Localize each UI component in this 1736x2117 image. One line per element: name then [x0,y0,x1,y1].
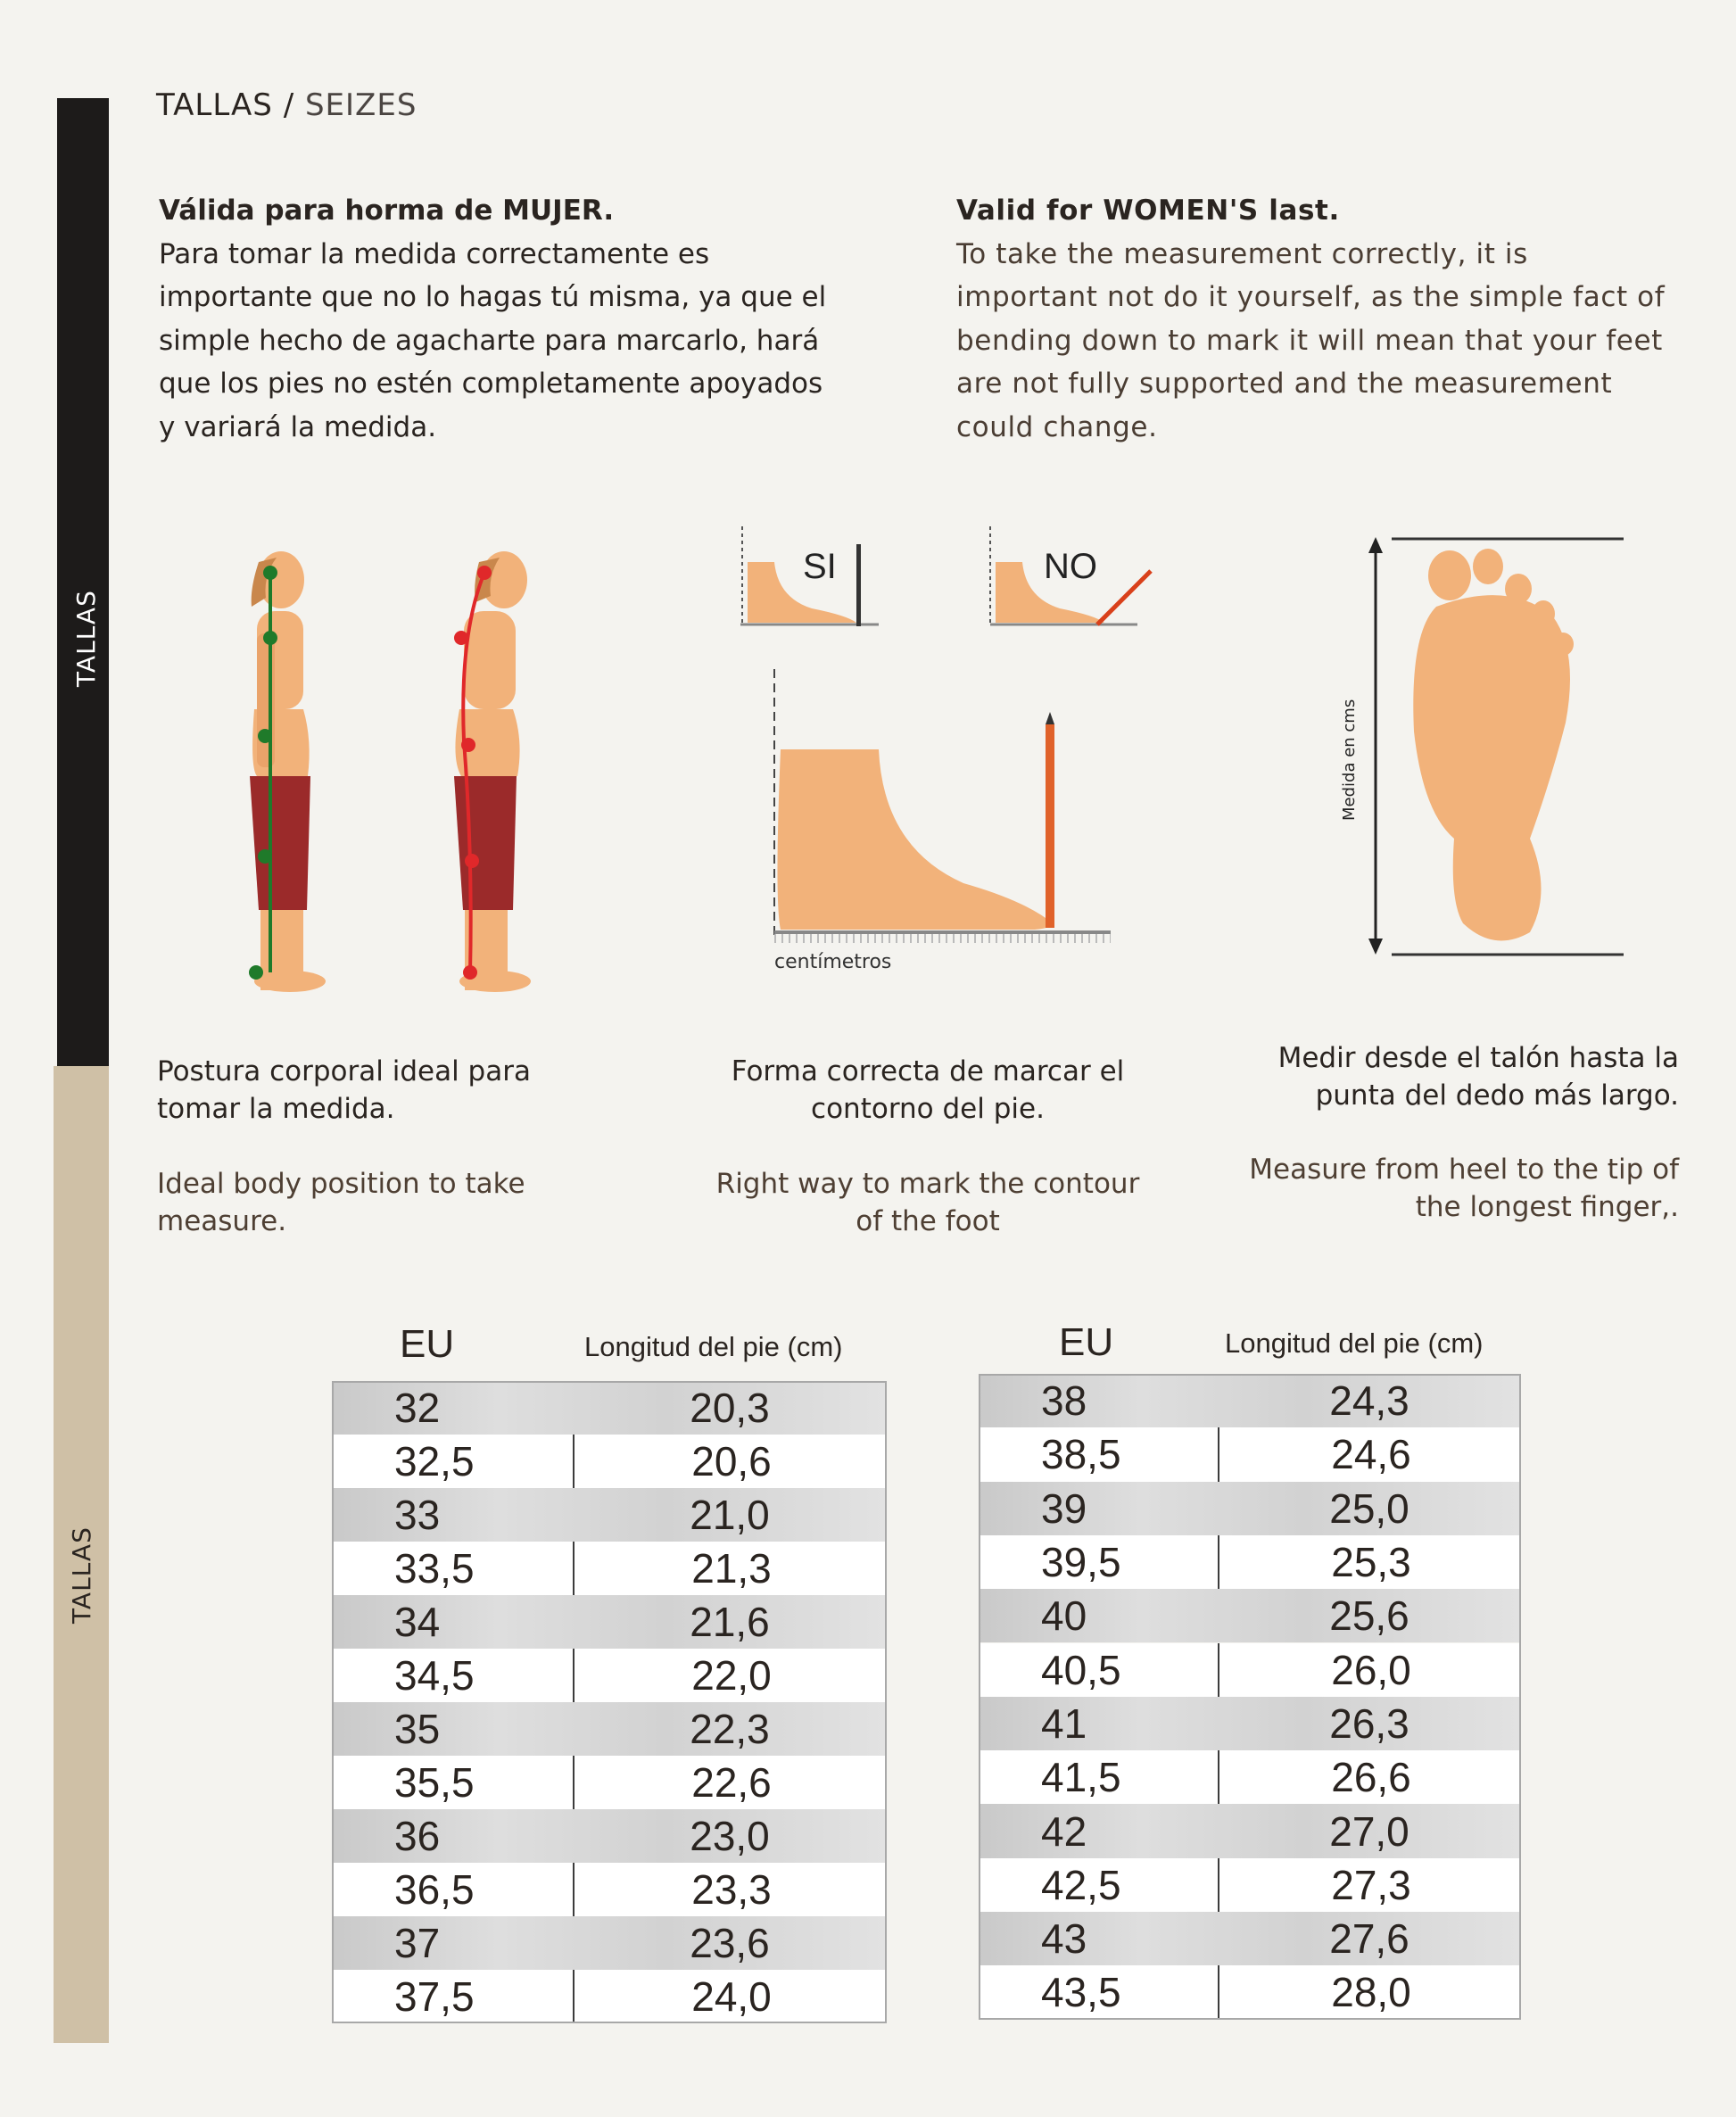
foot-length-cell: 23,3 [573,1863,889,1916]
table-row [979,1697,1521,1750]
eu-size-cell: 32 [394,1385,441,1431]
ruler-foot-example [774,669,1111,973]
caption-line: Postura corporal ideal para [157,1055,531,1087]
page-title [156,87,417,123]
caption-measure-es [1186,1039,1679,1114]
foot-length-cell: 24,3 [1329,1377,1409,1425]
eu-size-cell: 35,5 [394,1759,475,1806]
table-row [332,1809,887,1863]
eu-size-cell: 34 [394,1599,441,1645]
table-row [332,1542,887,1595]
eu-size-cell: 37 [394,1920,441,1966]
intro-en-line: are not fully supported and the measurement [956,368,1613,400]
caption-line: Medir desde el talón hasta la [1277,1042,1679,1074]
table-row [979,1535,1521,1589]
table-row [332,1595,887,1649]
foot-length-cell: 23,0 [690,1813,770,1859]
eu-size-cell: 34,5 [394,1652,475,1699]
caption-line: measure. [157,1205,287,1237]
table-row [979,1750,1521,1804]
eu-size-cell: 36 [394,1813,441,1859]
eu-size-cell: 39,5 [1041,1539,1121,1586]
foot-length-cell: 21,3 [573,1542,889,1595]
spine-dark-band [57,98,109,1066]
eu-size-cell: 36,5 [394,1866,475,1913]
eu-size-cell: 39 [1041,1484,1087,1532]
table-right-header-length: Longitud del pie (cm) [1225,1327,1484,1359]
eu-size-cell: 41,5 [1041,1754,1121,1801]
caption-line: the longest finger,. [1415,1191,1679,1223]
caption-line: punta del dedo más largo. [1315,1079,1679,1112]
caption-contour-es [678,1053,1178,1128]
si-label: SI [803,547,837,586]
table-row [979,1965,1521,2019]
eu-size-cell: 43,5 [1041,1969,1121,2016]
incorrect-posture-figure [454,551,531,992]
foot-length-cell: 23,6 [690,1920,770,1966]
eu-size-cell: 40,5 [1041,1646,1121,1693]
caption-measure-en [1186,1151,1679,1226]
eu-size-cell: 33 [394,1492,441,1538]
eu-size-cell: 42,5 [1041,1861,1121,1908]
caption-line: Forma correcta de marcar el [731,1055,1125,1087]
intro-english [956,189,1706,449]
foot-length-cell: 28,0 [1218,1965,1523,2019]
intro-es-line: simple hecho de agacharte para marcarlo, hará [159,324,820,357]
foot-length-cell: 20,3 [690,1385,770,1431]
foot-length-cell: 25,3 [1218,1535,1523,1589]
foot-length-cell: 26,0 [1218,1643,1523,1697]
foot-length-cell: 20,6 [573,1435,889,1488]
measure-label: Medida en cms [1340,699,1359,821]
intro-en-line: important not do it yourself, as the simple fact of [956,281,1666,313]
table-row [332,1435,887,1488]
table-row [332,1381,887,1435]
intro-es-line: importante que no lo hagas tú misma, ya que el [159,281,827,313]
table-left-header-eu: EU [400,1322,455,1366]
foot-length-cell: 22,0 [573,1649,889,1702]
table-row [979,1804,1521,1857]
caption-line: contorno del pie. [811,1093,1045,1125]
eu-size-cell: 42 [1041,1807,1087,1855]
table-row [332,1970,887,2023]
foot-length-cell: 27,0 [1329,1807,1409,1855]
foot-length-cell: 26,3 [1329,1699,1409,1747]
posture-illustration [214,535,571,1008]
intro-es-line: que los pies no estén completamente apoyados [159,368,823,400]
foot-length-cell: 24,0 [573,1970,889,2023]
caption-posture-en [157,1165,657,1240]
table-row [332,1916,887,1970]
spine-label-top: TALLAS [71,590,101,687]
caption-line: Measure from heel to the tip of [1249,1154,1679,1186]
intro-en-lead: Valid for WOMEN'S last. [956,194,1340,227]
foot-length-cell: 22,6 [573,1756,889,1809]
no-label: NO [1044,547,1097,586]
no-example [990,526,1151,624]
foot-length-cell: 25,6 [1329,1592,1409,1640]
table-row [332,1863,887,1916]
table-row [332,1488,887,1542]
eu-size-cell: 38,5 [1041,1431,1121,1478]
foot-length-cell: 25,0 [1329,1484,1409,1532]
foot-length-cell: 27,6 [1329,1915,1409,1963]
eu-size-cell: 41 [1041,1699,1087,1747]
foot-length-cell: 22,3 [690,1706,770,1752]
eu-size-cell: 37,5 [394,1973,475,2020]
table-row [979,1374,1521,1427]
eu-size-cell: 32,5 [394,1438,475,1484]
caption-line: tomar la medida. [157,1093,395,1125]
table-row [979,1589,1521,1642]
eu-size-cell: 38 [1041,1377,1087,1425]
foot-length-cell: 27,3 [1218,1858,1523,1912]
title-main: TALLAS / [156,87,295,123]
foot-length-cell: 21,0 [690,1492,770,1538]
intro-es-line: y variará la medida. [159,410,437,443]
caption-contour-en [678,1165,1178,1240]
correct-posture-figure [249,551,326,992]
table-row [979,1912,1521,1965]
intro-es-lead: Válida para horma de MUJER. [159,194,615,227]
table-row [979,1482,1521,1535]
table-row [332,1649,887,1702]
title-sub: SEIZES [294,87,417,123]
caption-posture-es [157,1053,657,1128]
table-row [332,1756,887,1809]
table-row [979,1858,1521,1912]
foot-marking-illustration [732,526,1178,981]
caption-line: Ideal body position to take [157,1168,525,1200]
intro-en-line: bending down to mark it will mean that your feet [956,324,1663,357]
foot-length-cell: 26,6 [1218,1750,1523,1804]
caption-line: of the foot [856,1205,1000,1237]
intro-es-line: Para tomar la medida correctamente es [159,237,710,270]
foot-length-cell: 24,6 [1218,1427,1523,1481]
table-row [332,1702,887,1756]
eu-size-cell: 43 [1041,1915,1087,1963]
eu-size-cell: 35 [394,1706,441,1752]
spine-label-bottom: TALLAS [67,1526,96,1624]
table-row [979,1427,1521,1481]
ruler-label: centímetros [774,951,892,973]
foot-length-cell: 21,6 [690,1599,770,1645]
table-left-header-length: Longitud del pie (cm) [584,1331,843,1362]
foot-length-illustration [1329,526,1633,963]
intro-spanish [159,189,890,449]
intro-en-line: could change. [956,410,1158,443]
caption-line: Right way to mark the contour [715,1168,1140,1200]
si-example [740,526,879,626]
eu-size-cell: 33,5 [394,1545,475,1592]
eu-size-cell: 40 [1041,1592,1087,1640]
table-right-header-eu: EU [1059,1320,1114,1364]
intro-en-line: To take the measurement correctly, it is [956,237,1528,270]
table-row [979,1643,1521,1697]
